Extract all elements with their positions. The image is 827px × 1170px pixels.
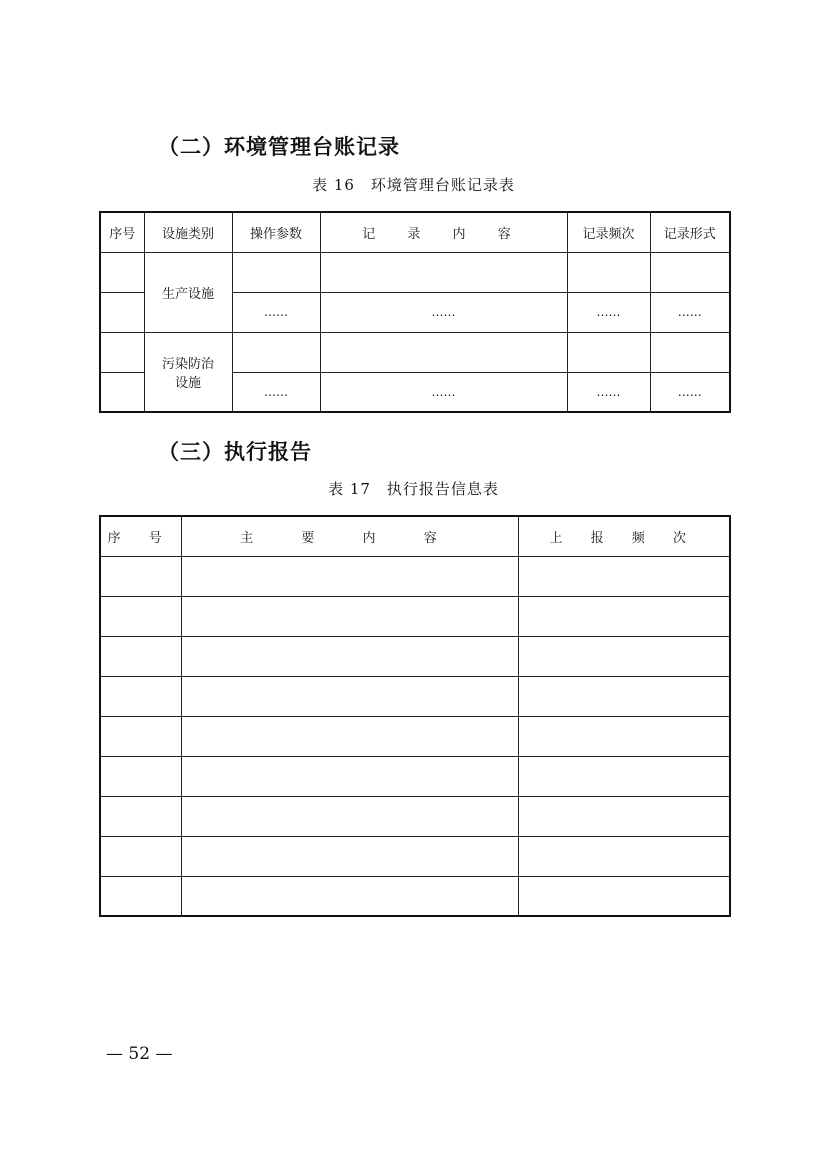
ellipsis-cell: …… [567, 372, 650, 412]
table-cell [181, 716, 518, 756]
table-row [100, 676, 730, 716]
table-row [100, 332, 730, 372]
execution-report-rows [100, 556, 730, 916]
ellipsis-cell: …… [232, 292, 320, 332]
table-cell [518, 796, 730, 836]
header-cell-report-frequency: 上 报 频 次 [518, 516, 730, 556]
facility-category-cell: 污染防治设施 [144, 332, 232, 412]
table-cell [100, 876, 181, 916]
table-cell [518, 756, 730, 796]
table-cell [100, 676, 181, 716]
table-cell [518, 636, 730, 676]
header-cell-index: 序号 [100, 212, 144, 252]
table-cell [567, 332, 650, 372]
header-cell-record-format: 记录形式 [650, 212, 730, 252]
section-heading-ledger: （二）环境管理台账记录 [158, 135, 400, 159]
table-cell [181, 556, 518, 596]
table-cell [320, 252, 567, 292]
table-cell [567, 252, 650, 292]
table-cell [181, 596, 518, 636]
table-row [100, 836, 730, 876]
table-cell [100, 756, 181, 796]
table-cell [181, 836, 518, 876]
execution-report-table [99, 515, 731, 917]
table-cell [518, 716, 730, 756]
table-cell [181, 756, 518, 796]
table-cell [100, 292, 144, 332]
table-header-row [100, 212, 730, 252]
table-cell [181, 876, 518, 916]
table-row [100, 596, 730, 636]
table-header-row [100, 516, 730, 556]
ellipsis-cell: …… [567, 292, 650, 332]
table-cell [518, 676, 730, 716]
table-cell [650, 332, 730, 372]
table-cell [100, 252, 144, 292]
table-cell [100, 636, 181, 676]
header-cell-facility-category: 设施类别 [144, 212, 232, 252]
facility-category-cell: 生产设施 [144, 252, 232, 332]
ellipsis-cell: …… [320, 372, 567, 412]
table-cell [650, 252, 730, 292]
table-cell [518, 876, 730, 916]
table-cell [232, 332, 320, 372]
header-cell-operating-parameters: 操作参数 [232, 212, 320, 252]
table-cell [518, 556, 730, 596]
table-cell [100, 332, 144, 372]
table-16-caption: 表 16 环境管理台账记录表 [312, 176, 515, 194]
section-heading-execution-report: （三）执行报告 [158, 440, 312, 464]
table-row [100, 796, 730, 836]
ellipsis-cell: …… [320, 292, 567, 332]
table-row [100, 636, 730, 676]
table-cell [100, 796, 181, 836]
page-number: — 52 — [106, 1044, 173, 1064]
ellipsis-cell: …… [650, 292, 730, 332]
table-cell [100, 556, 181, 596]
ellipsis-cell: …… [650, 372, 730, 412]
table-cell [100, 716, 181, 756]
table-row [100, 756, 730, 796]
table-row [100, 876, 730, 916]
table-cell [181, 796, 518, 836]
table-cell [100, 372, 144, 412]
table-cell [518, 836, 730, 876]
table-cell [320, 332, 567, 372]
header-cell-record-content: 记 录 内 容 [320, 212, 567, 252]
header-cell-index: 序 号 [100, 516, 181, 556]
table-row [100, 556, 730, 596]
table-row [100, 716, 730, 756]
table-cell [181, 676, 518, 716]
header-cell-main-content: 主 要 内 容 [181, 516, 518, 556]
header-cell-record-frequency: 记录频次 [567, 212, 650, 252]
table-cell [232, 252, 320, 292]
table-cell [100, 596, 181, 636]
table-cell [181, 636, 518, 676]
table-cell [100, 836, 181, 876]
table-row [100, 252, 730, 292]
ellipsis-cell: …… [232, 372, 320, 412]
ledger-record-table [99, 211, 731, 413]
table-17-caption: 表 17 执行报告信息表 [328, 480, 499, 498]
table-cell [518, 596, 730, 636]
